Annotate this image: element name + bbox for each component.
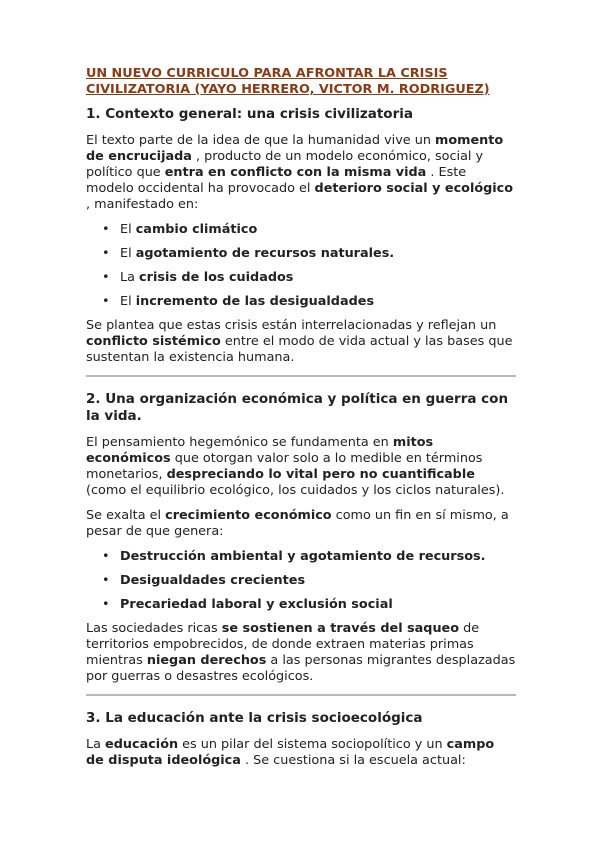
text: El texto parte de la idea de que la humanidad vive un — [86, 133, 436, 148]
text: que otorgan valor solo a lo medible en términos monetarios, — [86, 451, 483, 482]
text: Las sociedades ricas — [86, 621, 222, 636]
section-2 — [86, 391, 516, 685]
document-page — [86, 66, 516, 778]
list-item — [102, 222, 516, 238]
text: . Este modelo occidental ha provocado el — [86, 165, 467, 196]
bullet-icon: • — [102, 549, 110, 564]
bold-text: deterioro social y ecológico — [314, 181, 514, 196]
bold-text: despreciando lo vital pero no cuantificable — [166, 467, 475, 482]
section-3 — [86, 710, 516, 769]
item-bold: crisis de los cuidados — [139, 270, 294, 285]
section-2-paragraph-3 — [86, 621, 516, 685]
item-prefix: El — [120, 246, 136, 261]
bullet-icon: • — [102, 246, 110, 261]
item-prefix: El — [120, 294, 136, 309]
section-1-heading: 1. Contexto general: una crisis civilizatoria — [86, 106, 413, 122]
section-2-bullet-list — [86, 549, 516, 613]
text: Se exalta el — [86, 508, 166, 523]
section-2-paragraph-2 — [86, 508, 516, 540]
bold-text: momento de encrucijada — [86, 133, 504, 164]
text: La — [86, 737, 106, 752]
title-line-1: UN NUEVO CURRICULO PARA AFRONTAR LA CRISIS — [86, 66, 448, 81]
bold-text: campo de disputa ideológica — [86, 737, 495, 768]
section-1-bullet-list — [86, 222, 516, 310]
text: a las personas migrantes desplazadas por guerras o desastres ecológicos. — [86, 653, 516, 684]
text: de territorios empobrecidos, de donde extraen materias primas mientras — [86, 621, 480, 668]
section-3-heading: 3. La educación ante la crisis socioecológica — [86, 710, 423, 726]
item-bold: Destrucción ambiental y agotamiento de recursos. — [120, 549, 486, 564]
text: , producto de un modelo económico, social y político que — [86, 149, 484, 180]
text: es un pilar del sistema sociopolítico y un — [178, 737, 447, 752]
bold-text: entra en conflicto con la misma vida — [164, 165, 427, 180]
bullet-icon: • — [102, 573, 110, 588]
list-item — [102, 597, 516, 613]
bold-text: educación — [105, 737, 179, 752]
bullet-icon: • — [102, 222, 110, 237]
text: como un fin en sí mismo, a pesar de que genera: — [86, 508, 509, 539]
item-bold: incremento de las desigualdades — [135, 294, 375, 309]
section-1-paragraph-2 — [86, 318, 516, 366]
item-bold: Desigualdades crecientes — [120, 573, 306, 588]
text: entre el modo de vida actual y las bases que sustentan la existencia humana. — [86, 334, 513, 365]
item-bold: Precariedad laboral y exclusión social — [120, 597, 393, 612]
section-divider — [86, 694, 516, 696]
list-item — [102, 294, 516, 310]
bold-text: conflicto sistémico — [86, 334, 221, 349]
bold-text: crecimiento económico — [165, 508, 332, 523]
list-item — [102, 246, 516, 262]
list-item — [102, 270, 516, 286]
item-prefix: El — [120, 222, 136, 237]
bold-text: se sostienen a través del saqueo — [221, 621, 460, 636]
section-3-paragraph-1 — [86, 737, 516, 769]
bullet-icon: • — [102, 597, 110, 612]
bullet-icon: • — [102, 294, 110, 309]
bullet-icon: • — [102, 270, 110, 285]
section-2-paragraph-1 — [86, 435, 516, 499]
section-divider — [86, 375, 516, 377]
section-1 — [86, 106, 516, 366]
bold-text: mitos económicos — [86, 435, 434, 466]
section-1-paragraph-1 — [86, 133, 516, 213]
item-bold: agotamiento de recursos naturales. — [135, 246, 395, 261]
text: , manifestado en: — [86, 197, 199, 212]
text: El pensamiento hegemónico se fundamenta en — [86, 435, 393, 450]
list-item — [102, 549, 516, 565]
section-2-heading: 2. Una organización económica y política en guerra con la vida. — [86, 391, 509, 424]
text: . Se cuestiona si la escuela actual: — [240, 753, 466, 768]
item-prefix: La — [120, 270, 140, 285]
list-item — [102, 573, 516, 589]
item-bold: cambio climático — [135, 222, 258, 237]
text: Se plantea que estas crisis están interrelacionadas y reflejan un — [86, 318, 497, 333]
bold-text: niegan derechos — [146, 653, 267, 668]
text: (como el equilibrio ecológico, los cuidados y los ciclos naturales). — [86, 483, 505, 498]
document-title — [86, 66, 516, 98]
title-line-2: CIVILIZATORIA (YAYO HERRERO, VICTOR M. RODRIGUEZ) — [86, 82, 490, 97]
